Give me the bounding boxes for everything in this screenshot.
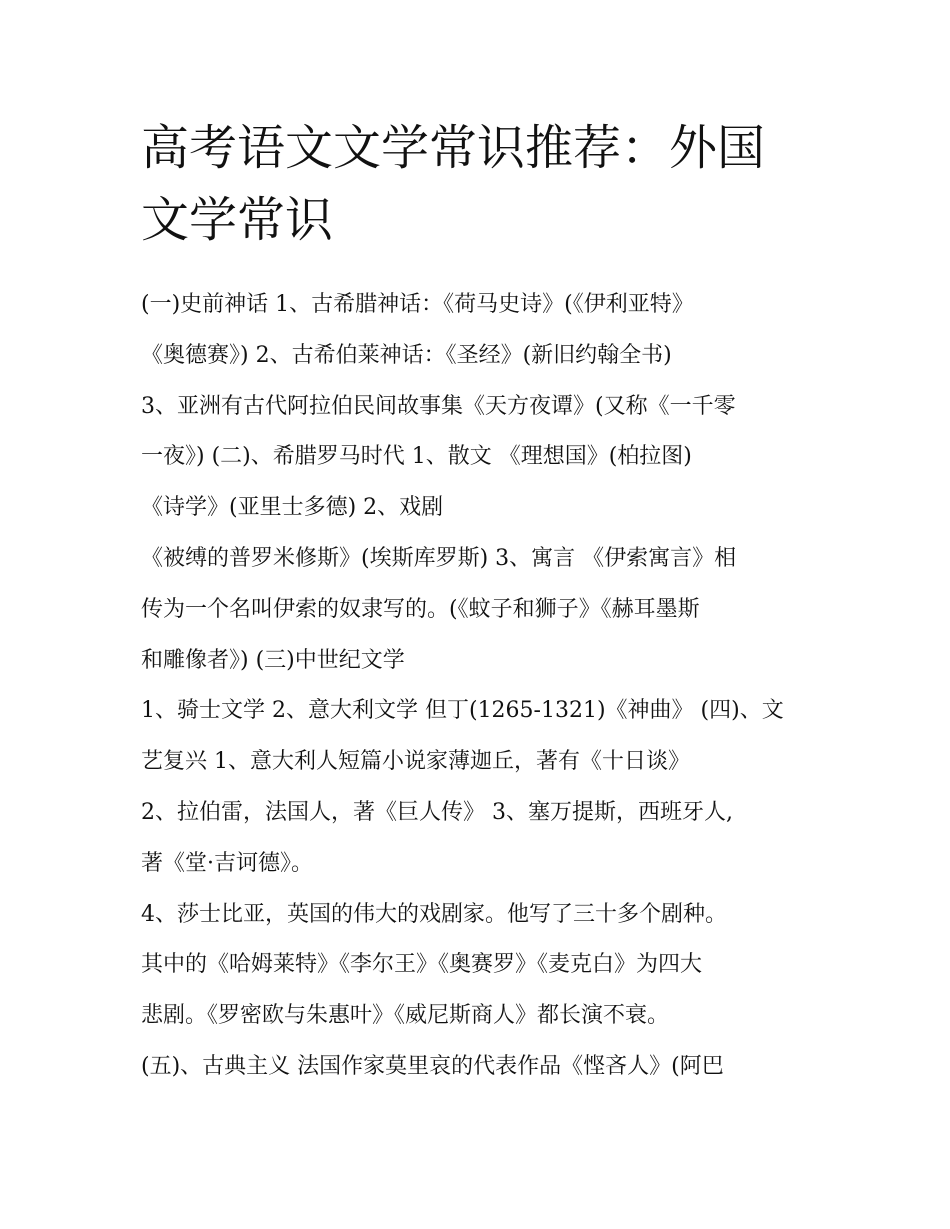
title-line-2: 文学常识 (141, 192, 334, 248)
body-line: 传为一个名叫伊索的奴隶写的。(《蚊子和狮子》《赫耳墨斯 (141, 596, 700, 622)
body-line: 一夜》) (二)、希腊罗马时代 1、散文 《理想国》(柏拉图) (141, 444, 692, 470)
document-body (141, 280, 831, 1093)
body-line: 1、骑士文学 2、意大利文学 但丁(1265-1321)《神曲》 (四)、文 (141, 698, 784, 724)
document-title (141, 112, 821, 256)
body-line: 悲剧。《罗密欧与朱惠叶》《威尼斯商人》都长演不衰。 (141, 1003, 670, 1029)
body-line: (一)史前神话 1、古希腊神话：《荷马史诗》(《伊利亚特》 (141, 292, 694, 317)
title-line-1: 高考语文文学常识推荐：外国 (141, 120, 766, 176)
body-line: 著《堂·吉诃德》。 (141, 850, 313, 876)
body-line: 4、莎士比亚，英国的伟大的戏剧家。他写了三十多个剧种。 (141, 901, 727, 927)
body-line: (五)、古典主义 法国作家莫里哀的代表作品《悭吝人》(阿巴 (141, 1053, 724, 1079)
body-line: 2、拉伯雷，法国人，著《巨人传》 3、塞万提斯，西班牙人, (141, 799, 733, 825)
body-line: 和雕像者》) (三)中世纪文学 (141, 647, 405, 673)
body-line: 《被缚的普罗米修斯》(埃斯库罗斯) 3、寓言 《伊索寓言》相 (141, 545, 737, 571)
body-line: 3、亚洲有古代阿拉伯民间故事集《天方夜谭》(又称《一千零 (141, 393, 736, 419)
body-line: 其中的《哈姆莱特》《李尔王》《奥赛罗》《麦克白》为四大 (141, 952, 703, 978)
body-line: 《诗学》(亚里士多德) 2、戏剧 (141, 495, 444, 521)
body-line: 《奥德赛》) 2、古希伯莱神话：《圣经》(新旧约翰全书) (141, 342, 672, 368)
body-line: 艺复兴 1、意大利人短篇小说家薄迦丘，著有《十日谈》 (141, 749, 690, 775)
